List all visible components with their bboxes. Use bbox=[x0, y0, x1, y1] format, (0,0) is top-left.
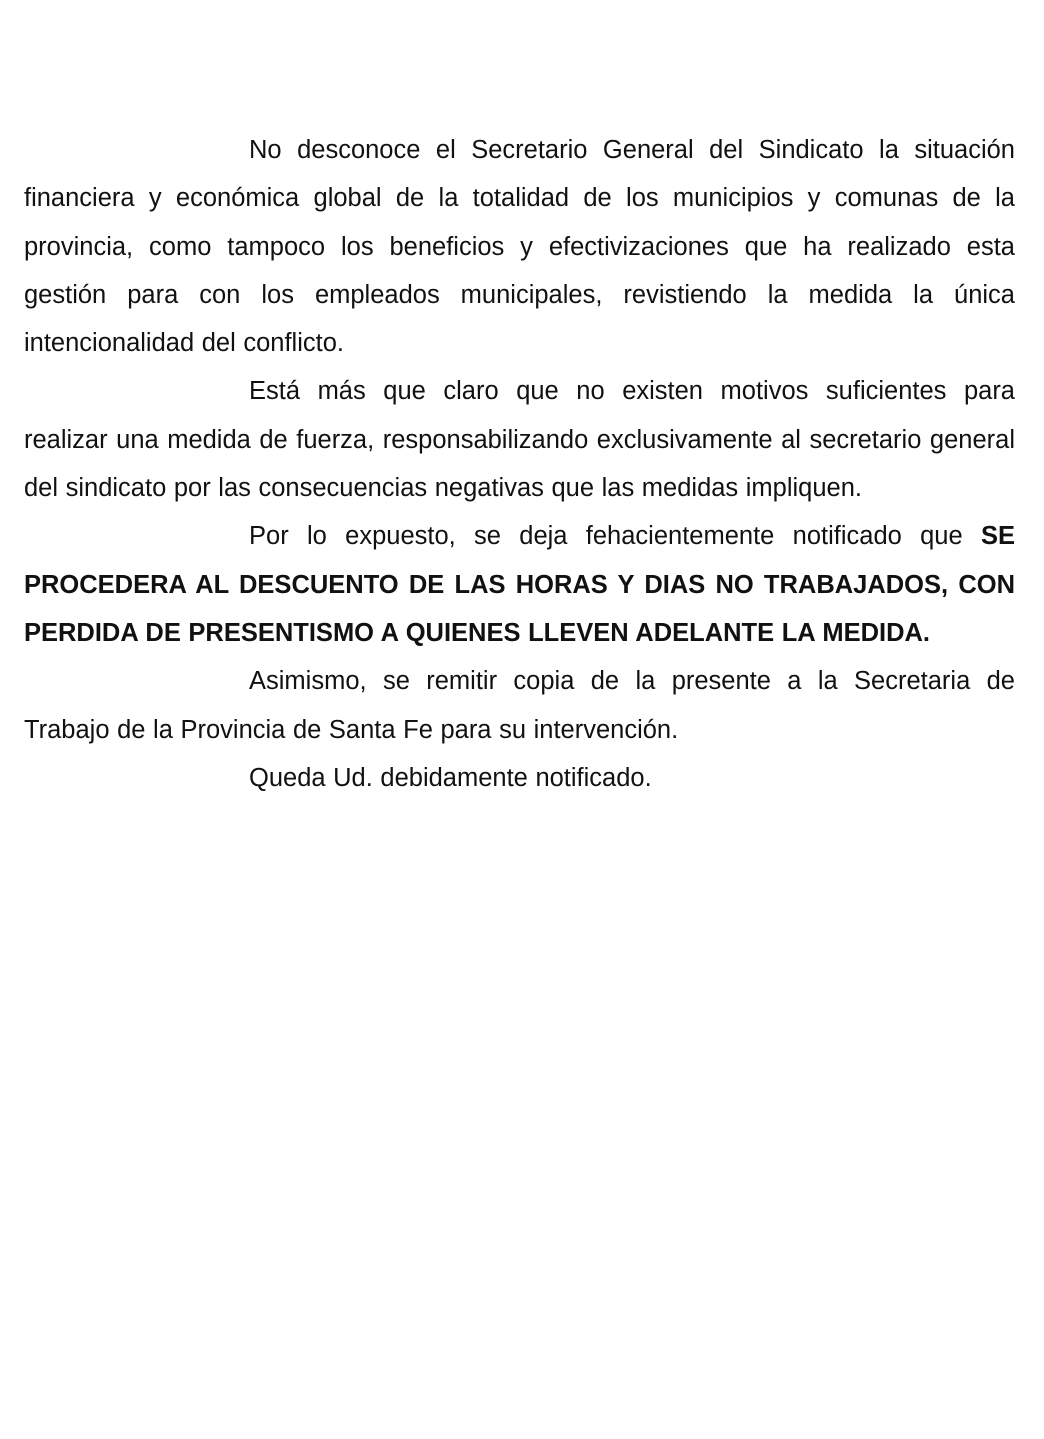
paragraph-text: Queda Ud. debidamente notificado. bbox=[249, 763, 652, 792]
paragraph-text: Asimismo, se remitir copia de la presente a la Secretaria de Trabajo de la Provincia de Santa Fe para su intervención. bbox=[24, 667, 1015, 744]
paragraph-text: Está más que claro que no existen motivos suficientes para realizar una medida de fuerza, responsabilizando exclusivamente al secretario general del sindicato por las consecuencias negativas que las medidas impliquen. bbox=[24, 377, 1015, 503]
paragraph-motivos bbox=[24, 367, 1015, 512]
paragraph-text: Por lo expuesto, se deja fehacientemente notificado que bbox=[249, 522, 981, 551]
paragraph-secretaria-trabajo bbox=[24, 657, 1015, 754]
paragraph-descuento bbox=[24, 512, 1015, 657]
paragraph-notificado bbox=[24, 754, 1015, 802]
document-page bbox=[24, 126, 1015, 802]
paragraph-text: No desconoce el Secretario General del Sindicato la situación financiera y económica global de la totalidad de los municipios y comunas de la provincia, como tampoco los beneficios y efectivizaciones que ha realizado esta gestión para con los empleados municipales, revistiendo la medida la única intencionalidad del conflicto. bbox=[24, 136, 1015, 358]
paragraph-situacion-financiera bbox=[24, 126, 1015, 367]
paragraph-bold-notice: SE PROCEDERA AL DESCUENTO DE LAS HORAS Y DIAS NO TRABAJADOS, CON PERDIDA DE PRESENTISMO A QUIENES LLEVEN ADELANTE LA MEDIDA. bbox=[24, 522, 1015, 647]
